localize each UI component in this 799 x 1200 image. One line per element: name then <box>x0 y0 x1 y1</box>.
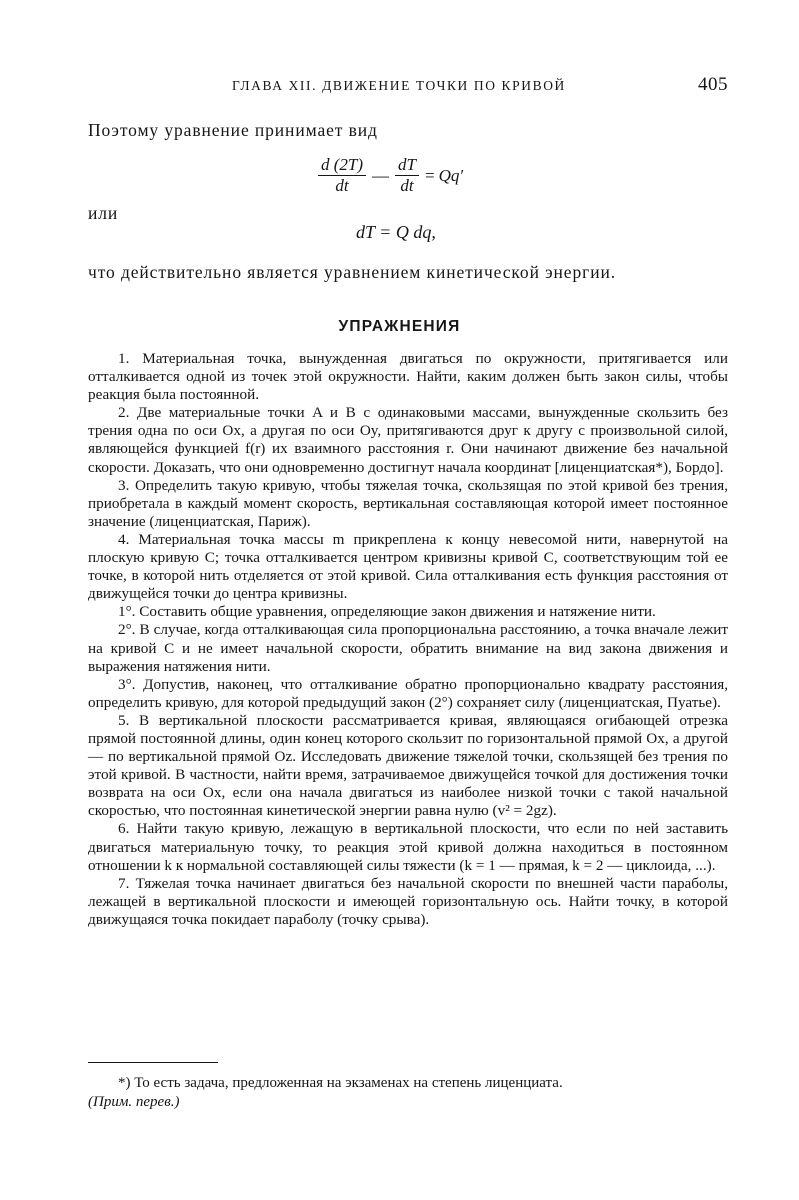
section-title: УПРАЖНЕНИЯ <box>338 318 461 335</box>
exercise-4: 4. Материальная точка массы m прикреплена к концу невесомой нити, навернутой на плоскую кривую C; точка отталкивается центром кривизны кривой C, соответствующим той ее точке, в которой нить отделяется от этой кривой. Сила отталкивания есть функция расстояния от движущейся точки до центра кривизны. <box>88 530 728 603</box>
exercise-4-part-1: 1°. Составить общие уравнения, определяющие закон движения и натяжение нити. <box>118 603 656 621</box>
footnote-text: *) То есть задача, предложенная на экзаменах на степень лиценциата. <box>118 1075 563 1091</box>
exercise-4-part-3: 3°. Допустив, наконец, что отталкивание обратно пропорционально квадрату расстояния, определить кривую, для которой предыдущий закон (2°) сохраняет силу (лиценциатская, Пуатье). <box>88 675 728 711</box>
exercises-list <box>88 350 728 929</box>
footnote-translator-note: (Прим. перев.) <box>88 1094 180 1110</box>
intro-or: или <box>88 203 119 223</box>
exercise-2: 2. Две материальные точки A и B с одинаковыми массами, вынужденные скользить без трения одна по оси Ox, а другая по оси Oy, притягиваются друг к другу с произвольной силой, являющейся функцией f(r) их взаимного расстояния r. Они начинают движение без начальной скорости. Доказать, что они одновременно достигнут начала координат [лиценциатская*), Бордо]. <box>88 404 728 476</box>
minus-sign: — <box>372 165 390 185</box>
fraction-1 <box>318 155 366 196</box>
fraction-2-denominator: dt <box>400 176 414 195</box>
exercise-5: 5. В вертикальной плоскости рассматривается кривая, являющаяся огибающей отрезка прямой постоянной длины, один конец которого скользит по горизонтальной прямой Ox, а другой — по вертикальной прямой Oz. Исследовать движение тяжелой точки, скользящей без трения по этой кривой. В частности, найти время, затрачиваемое движущейся точкой для достижения точки возврата на оси Ox, если она начала двигаться из наиболее низкой точки с такой начальной скоростью, что постоянная кинетической энергии равна нулю (v² = 2gz). <box>88 711 728 820</box>
equation-1 <box>318 155 463 196</box>
exercise-6: 6. Найти такую кривую, лежащую в вертикальной плоскости, что если по ней заставить двигаться материальную точку, то реакция этой кривой должна находиться в постоянном отношении k к нормальной составляющей силы тяжести (k = 1 — прямая, k = 2 — циклоида, ...). <box>88 820 728 874</box>
fraction-2 <box>395 155 419 196</box>
intro-line-1: Поэтому уравнение принимает вид <box>88 120 378 140</box>
exercise-4-part-2: 2°. В случае, когда отталкивающая сила пропорциональна расстоянию, а точка вначале лежит на кривой C и не имеет начальной скорости, обратить внимание на вид закона движения и выражения натяжения нити. <box>88 621 728 675</box>
exercise-1: 1. Материальная точка, вынужденная двигаться по окружности, притягивается или отталкивается одной из точек этой окружности. Найти, каким должен быть закон силы, чтобы реакция была постоянной. <box>88 350 728 404</box>
intro-line-2: что действительно является уравнением кинетической энергии. <box>88 262 617 282</box>
page-number: 405 <box>698 74 728 95</box>
fraction-2-numerator: dT <box>395 155 419 176</box>
footnote <box>88 1074 728 1112</box>
equals-sign: = <box>425 165 435 185</box>
footnote-rule <box>88 1062 218 1063</box>
fraction-1-denominator: dt <box>335 176 349 195</box>
fraction-1-numerator: d (2T) <box>318 155 366 176</box>
exercise-7: 7. Тяжелая точка начинает двигаться без начальной скорости по внешней части параболы, лежащей в вертикальной плоскости и имеющей горизонтальную ось. Найти точку, в которой движущаяся точка покидает параболу (точку срыва). <box>88 874 728 928</box>
running-head: ГЛАВА XII. ДВИЖЕНИЕ ТОЧКИ ПО КРИВОЙ <box>232 78 566 93</box>
equation-2: dT = Q dq, <box>356 222 436 242</box>
equation-1-rhs: Qq′ <box>438 165 464 185</box>
exercise-3: 3. Определить такую кривую, чтобы тяжелая точка, скользящая по этой кривой без трения, приобретала в каждый момент скорость, вертикальная составляющая которой имеет постоянное значение (лиценциатская, Париж). <box>88 476 728 530</box>
